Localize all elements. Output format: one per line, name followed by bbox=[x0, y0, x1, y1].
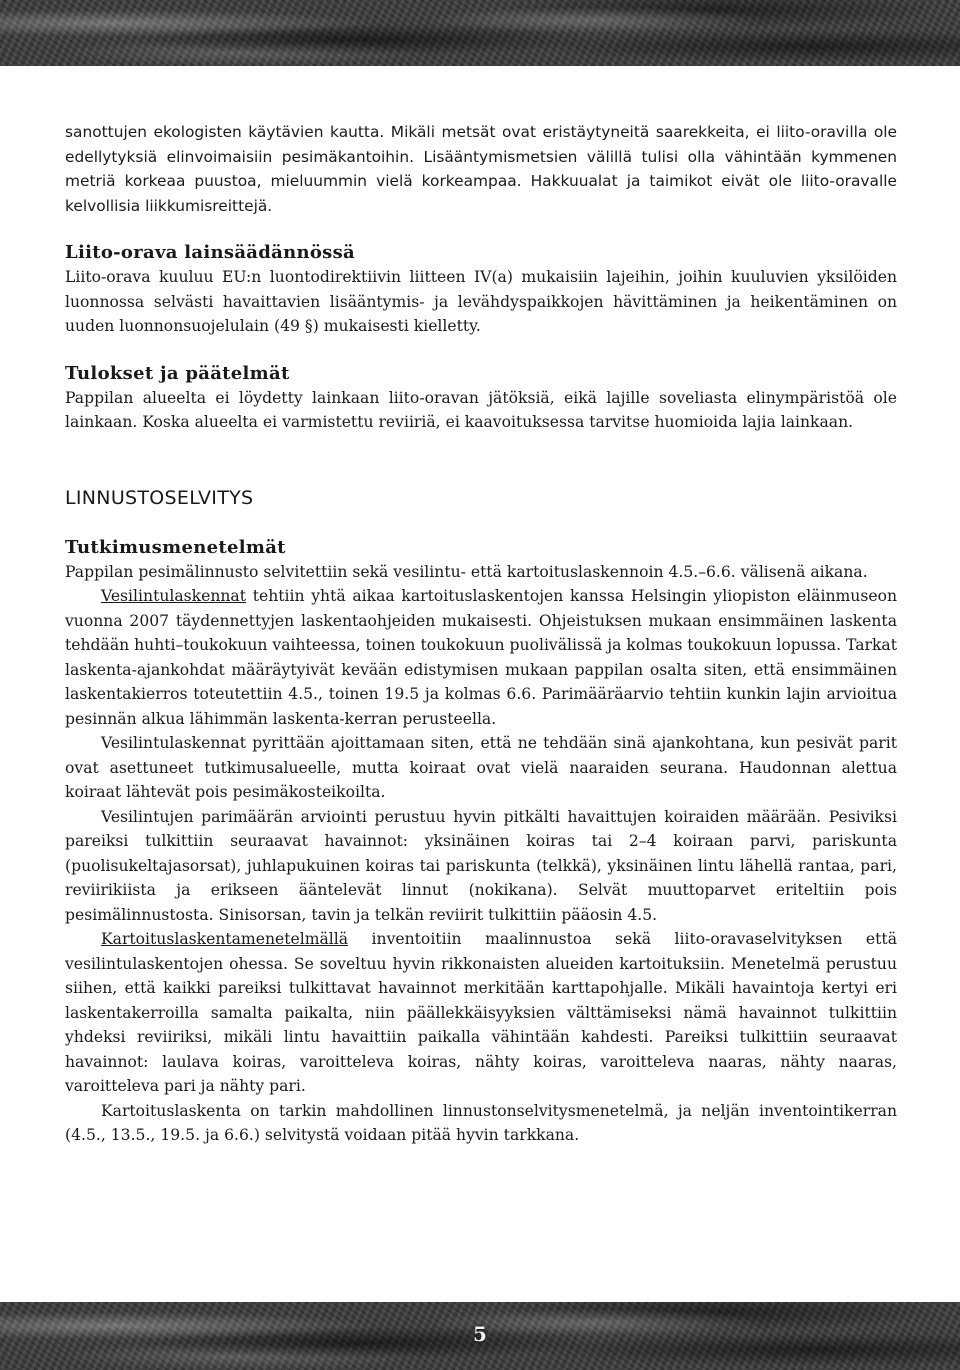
heading-methods: Tutkimusmenetelmät bbox=[65, 536, 286, 558]
methods-paragraph-5: Kartoituslaskentamenetelmällä inventoitiin maalinnustoa sekä liito-oravaselvityksen että vesilintulaskentojen ohessa. Se soveltuu hyvin rikkonaisten alueiden kartoituksiin. Menetelmä perustuu siihen, että kaikki pareiksi tulkittavat havainnot merkitään karttapohjalle. Mikäli havaintoja kertyi eri laskentakerroilla samalta paikalta, niin päällekkäisyyksien välttämiseksi nämä havainnot tulkittiin yhdeksi reviiriksi, mikäli lintu havaittiin paikalla vähintään kahdesti. Pareiksi tulkittiin seuraavat havainnot: laulava koiras, varoitteleva koiras, nähty koiras, varoitteleva naaras, nähty naaras, varoitteleva pari ja nähty pari. bbox=[65, 930, 897, 1095]
page-number: 5 bbox=[473, 1322, 487, 1346]
term-vesilintulaskennat: Vesilintulaskennat bbox=[101, 587, 246, 605]
methods-paragraph-6: Kartoituslaskenta on tarkin mahdollinen linnustonselvitysmenetelmä, ja neljän inventointikerran (4.5., 13.5., 19.5. ja 6.6.) selvitystä voidaan pitää hyvin tarkkana. bbox=[65, 1101, 897, 1144]
results-paragraph: Pappilan alueelta ei löydetty lainkaan liito-oravan jätöksiä, eikä lajille soveliasta elinympäristöä ole lainkaan. Koska alueelta ei varmistettu reviiriä, ei kaavoituksessa tarvitse huomioida lajia lainkaan. bbox=[65, 388, 897, 431]
term-kartoituslaskentamenetelma: Kartoituslaskentamenetelmällä bbox=[101, 930, 349, 948]
methods-paragraph-3: Vesilintulaskennat pyrittään ajoittamaan siten, että ne tehdään sinä ajankohtana, kun pesivät parit ovat asettuneet tutkimusalueelle, mutta koiraat ovat vielä naaraiden seurana. Haudonnan alettua koiraat lähtevät pois pesimäkosteikoilta. bbox=[65, 734, 897, 801]
methods-paragraph-1: Pappilan pesimälinnusto selvitettiin sekä vesilintu- että kartoituslaskennoin 4.5.–6.6. välisenä aikana. bbox=[65, 562, 868, 581]
header-texture-band bbox=[0, 0, 960, 66]
chapter-title: LINNUSTOSELVITYS bbox=[65, 486, 254, 509]
page-content bbox=[65, 120, 897, 1148]
law-paragraph: Liito-orava kuuluu EU:n luontodirektiivin liitteen IV(a) mukaisiin lajeihin, joihin kuuluvien yksilöiden luonnossa selvästi havaittavien lisääntymis- ja levähdyspaikkojen hävittäminen ja heikentäminen on uuden luonnonsuojelulain (49 §) mukaisesti kielletty. bbox=[65, 268, 897, 335]
methods-paragraph-2: Vesilintulaskennat tehtiin yhtä aikaa kartoituslaskentojen kanssa Helsingin yliopiston eläinmuseon vuonna 2007 täydennettyjen laskentaohjeiden mukaisesti. Ohjeistuksen mukaan ensimmäinen laskenta tehdään huhti–toukokuun vaihteessa, toinen toukokuun puolivälissä ja kolmas toukokuun lopussa. Tarkat laskenta-ajankohdat määräytyivät kevään edistymisen mukaan pappilan osalta siten, että ensimmäinen laskentakierros toteutettiin 4.5., toinen 19.5 ja kolmas 6.6. Parimääräarvio tehtiin kunkin lajin arvioitua pesinnän alkua lähimmän laskenta-kerran perusteella. bbox=[65, 587, 897, 728]
heading-results: Tulokset ja päätelmät bbox=[65, 362, 290, 384]
methods-paragraph-4: Vesilintujen parimäärän arviointi perustuu hyvin pitkälti havaittujen koiraiden määrään. Pesiviksi pareiksi tulkittiin seuraavat havainnot: yksinäinen koiras tai 2–4 koiraan parvi, pariskunta (puolisukeltajasorsat), juhlapukuinen koiras tai pariskunta (telkkä), yksinäinen lintu lähellä rantaa, pari, reviirikiista ja erikseen ääntelevät linnut (nokikana). Selvät muuttoparvet eriteltiin pois pesimälinnustosta. Sinisorsan, tavin ja telkän reviirit tulkittiin pääosin 4.5. bbox=[65, 807, 897, 924]
heading-liito-orava-law: Liito-orava lainsäädännössä bbox=[65, 242, 356, 263]
intro-paragraph: sanottujen ekologisten käytävien kautta. Mikäli metsät ovat eristäytyneitä saarekkeita, ei liito-oravilla ole edellytyksiä elinvoimaisiin pesimäkantoihin. Lisääntymismetsien välillä tulisi olla vähintään kymmenen metriä korkeaa puustoa, mieluummin vielä korkeampaa. Hakkuualat ja taimikot eivät ole liito-oravalle kelvollisia liikkumisreittejä. bbox=[65, 123, 897, 215]
